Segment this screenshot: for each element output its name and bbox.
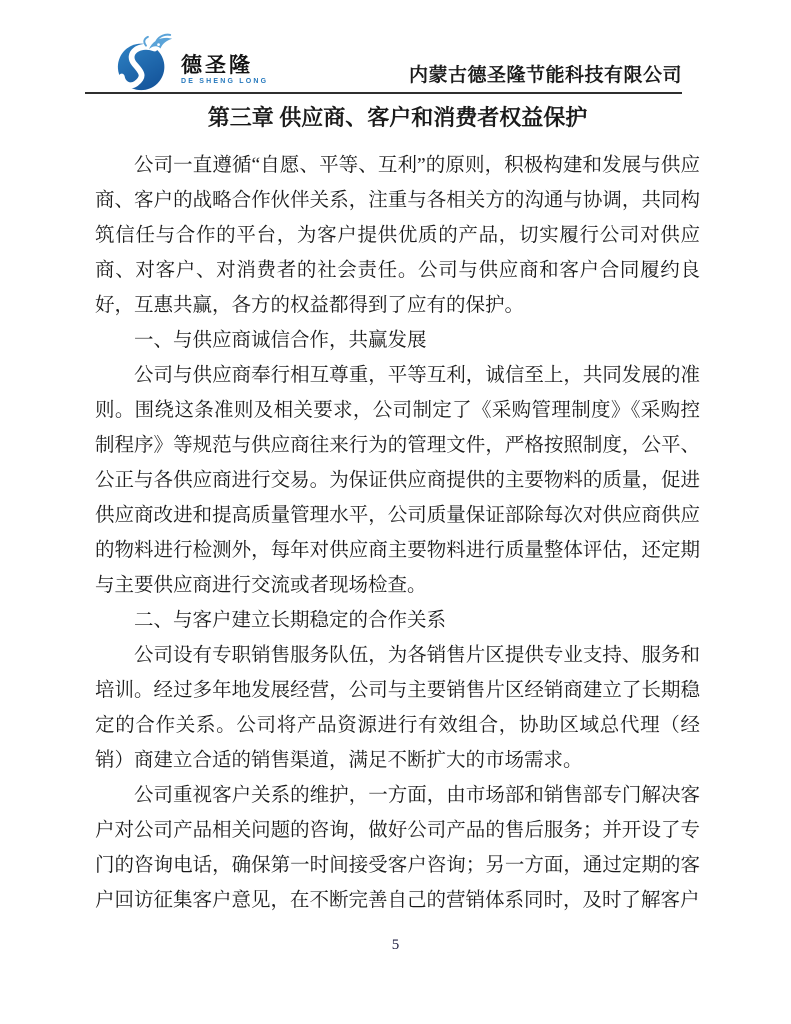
paragraph: 公司设有专职销售服务队伍，为各销售片区提供专业支持、服务和培训。经过多年地发展经营，公司与主要销售片区经销商建立了长期稳定的合作关系。公司将产品资源进行有效组合，协助区域总代理（经销）商建立合适的销售渠道，满足不断扩大的市场需求。 <box>95 645 700 771</box>
document-body <box>95 148 700 918</box>
section-heading-1: 一、与供应商诚信合作，共赢发展 <box>134 330 427 351</box>
paragraph: 公司重视客户关系的维护，一方面，由市场部和销售部专门解决客户对公司产品相关问题的咨询，做好公司产品的售后服务；并开设了专门的咨询电话，确保第一时间接受客户咨询；另一方面，通过定期的客户回访征集客户意见，在不断完善自己的营销体系同时，及时了解客户 <box>95 785 700 911</box>
chapter-title: 第三章 供应商、客户和消费者权益保护 <box>207 105 588 130</box>
company-name-header: 内蒙古德圣隆节能科技有限公司 <box>408 65 682 86</box>
dragon-s-logo-icon <box>114 32 176 94</box>
header-divider <box>85 92 682 94</box>
company-logo <box>114 32 268 94</box>
section-heading-2: 二、与客户建立长期稳定的合作关系 <box>134 610 447 631</box>
paragraph: 公司一直遵循“自愿、平等、互利”的原则，积极构建和发展与供应商、客户的战略合作伙伴关系，注重与各相关方的沟通与协调，共同构筑信任与合作的平台，为客户提供优质的产品，切实履行公司对供应商、对客户、对消费者的社会责任。公司与供应商和客户合同履约良好，互惠共赢，各方的权益都得到了应有的保护。 <box>95 155 700 316</box>
page-number: 5 <box>391 937 400 953</box>
logo-name-en: DE SHENG LONG <box>181 77 269 85</box>
logo-text <box>181 55 268 86</box>
logo-name-cn: 德圣隆 <box>181 53 253 77</box>
paragraph: 公司与供应商奉行相互尊重，平等互利，诚信至上，共同发展的准则。围绕这条准则及相关要求，公司制定了《采购管理制度》《采购控制程序》等规范与供应商往来行为的管理文件，严格按照制度，公平、公正与各供应商进行交易。为保证供应商提供的主要物料的质量，促进供应商改进和提高质量管理水平，公司质量保证部除每次对供应商供应的物料进行检测外，每年对供应商主要物料进行质量整体评估，还定期与主要供应商进行交流或者现场检查。 <box>95 365 700 596</box>
